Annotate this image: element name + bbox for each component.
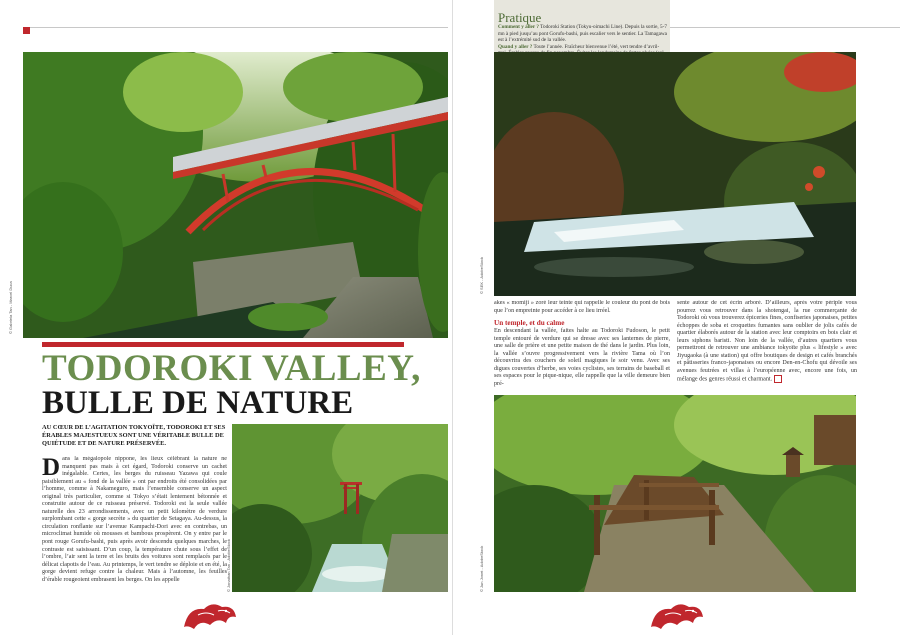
column1-intro: akes « momiji » zoré leur teinte qui rappelle le couleur du pont de bois que l’on empreinte pour accéder à ce lieu irréel. bbox=[494, 300, 670, 314]
photo-waterfall bbox=[494, 52, 856, 296]
end-mark-icon bbox=[774, 375, 782, 383]
pratique-label: Comment y aller ? bbox=[498, 24, 539, 30]
photo-credit-bottom-right: © Jun Jonet - AdobeStock bbox=[479, 545, 484, 592]
pratique-item bbox=[498, 24, 668, 44]
article-column-1 bbox=[494, 300, 670, 392]
article-column-2 bbox=[677, 300, 857, 392]
red-square-marker bbox=[23, 27, 30, 34]
pratique-heading: Pratique bbox=[498, 10, 542, 25]
column2-body: sente autour de cet écrin arboré. D’ailleurs, après votre périple vous pourrez vous retrouver dans la shotengai, la rue commerçante de Todoroki où vous trouverez épiceries fines, confiseries japonaises, petites échoppes de soba et croquettes fumantes sans oublier de jolis cafés de quartier élaborés autour de la station avec leur comptoirs en bois clair et leurs siphons baristi. Non loin de la vallée, d’autres quartiers vous permettront de retrouver une ambiance tokyoïte plus « lifestyle » avec Jiyugaoka (à une station) qui offre boutiques de design et cafés branchés et pâtisseries franco-japonaises ou encore Den-en-Chofu qui dévoile ses avenues feutrées et villas à l’européenne avec, encore une fois, un mélange des genres réussi et charmant. bbox=[677, 300, 857, 383]
column1-body: En descendant la vallée, faites halte au Todoroki Fudoson, le petit temple entouré de verdure qui se dresse avec ses lanternes de pierre, une salle de prière et une petite maison de thé dans le jardin. Plus loin, la vallée s’ouvre progressivement vers la rivière Tama où l’on découvrira des couchers de soleil magiques le soir venu. Avec ses digues couvertes d’herbe, ses voies cyclistes, ses terrains de baseball et ses espaces pour le pique-nique, elle rappelle que la ville demeure bien pré- bbox=[494, 328, 670, 387]
pratique-text: Todoroki Station (Tokyu-oimachi Line). Depuis la sortie, 5-7 mn à pied jusqu’au pont Gorufu-bashi, puis escalier vers le sentier. La Tamagawa est à l’extrémité sud de la vallée. bbox=[498, 24, 667, 43]
photo-credit-top: © Gabriela Tan - Marcel Duca bbox=[8, 281, 13, 334]
pratique-text: Toute l’année. Fraîcheur bienvenue l’été, vert tendre d’avril- bbox=[533, 43, 660, 50]
dragon-logo-icon bbox=[645, 597, 707, 635]
photo-credit-mid: © SEK - AdobeStock bbox=[479, 257, 484, 294]
pratique-label: Quand y aller ? bbox=[498, 43, 533, 50]
article-title-line2: BULLE DE NATURE bbox=[42, 385, 354, 421]
photo-wooden-bridge bbox=[494, 395, 856, 592]
photo-stream-torii bbox=[232, 424, 448, 592]
article-body-left bbox=[42, 456, 227, 592]
photo-credit-bottom-left: © Jonathan Tan - AdobeStock bbox=[226, 539, 231, 592]
photo-red-bridge bbox=[23, 52, 448, 338]
section-title: Un temple, et du calme bbox=[494, 319, 565, 328]
article-title-line1: TODOROKI VALLEY, bbox=[42, 348, 421, 389]
top-rule bbox=[23, 27, 448, 28]
dragon-logo-icon bbox=[178, 597, 240, 635]
title-red-bar bbox=[42, 342, 404, 347]
article-body-text: ans la mégalopole nippone, les lieux célébrant la nature ne manquent pas mais à cet égard, Todoroki conserve un cachet inégalable. Certes, les berges du ruisseau Yazawa qui coule paisiblement au « fond de la vallée » ont par endroits été consolidées par l’homme, comme à Nakameguro, mais l’ensemble conserve un aspect original très particulier, comme si Tokyo s’était lentement bétonnée et construite autour de ce ruisseau préservé. Todoroki est la seule vallée naturelle des 23 arrondissements, avec un petit kilomètre de verdure surplombant cette « gorge secrète » du quartier de Setagaya. Au-dessus, la circulation ronflante sur l’avenue Kampachi-Dori avec en contrebas, un microclimat humide où mousses et bambous prospèrent. On y entre par le pont rouge Gorufu-bashi, puis après avoir descendu quelques marches, le contraste est saisissant. D’un coup, la température chute sous l’effet de l’ombre, l’air sent la terre et les bruits des voitures sont remplacés par le délicat clapotis de l’eau. Au printemps, le vert tendre se déploie et en été, la gorge devient refuge contre la chaleur. Mais à l’automne, les feuilles d’érable rougeoient embrasent les berges. On les appelle bbox=[42, 456, 227, 583]
drop-cap: D bbox=[42, 456, 61, 481]
article-lede: AU CŒUR DE L’AGITATION TOKYOÏTE, TODOROKI ET SES ÉRABLES MAJESTUEUX SONT UNE VÉRITABLE BULLE DE QUIÉTUDE ET DE NATURE PRÉSERVÉE. bbox=[42, 424, 226, 447]
right-page bbox=[452, 0, 900, 635]
